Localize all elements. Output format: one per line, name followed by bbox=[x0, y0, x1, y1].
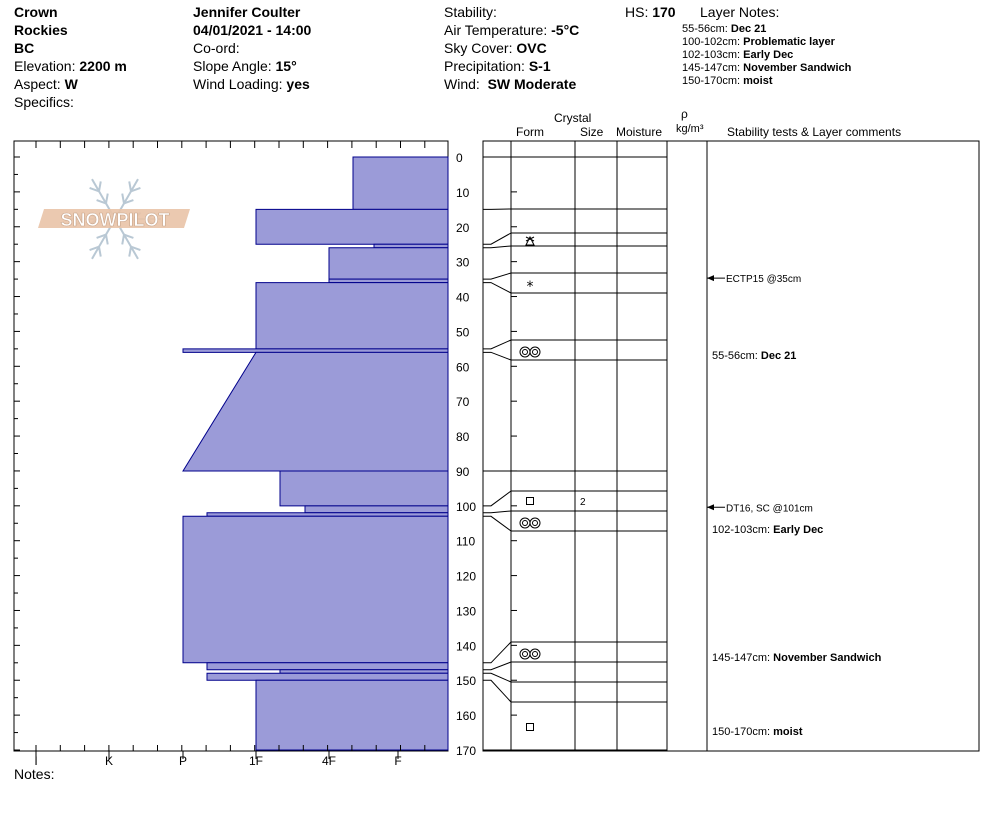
snowflake-branch bbox=[129, 247, 131, 257]
depth-connector bbox=[483, 283, 511, 293]
melt-form-ring-inner bbox=[523, 521, 528, 526]
melt-form-ring-inner bbox=[523, 350, 528, 355]
stability-test-label: ECTP15 @35cm bbox=[726, 274, 802, 286]
snowpilot-logo bbox=[38, 179, 190, 259]
layer-comment bbox=[712, 350, 796, 362]
precipitation-value: S-1 bbox=[528, 58, 551, 74]
melt-form-ring bbox=[530, 649, 540, 659]
hardness-layer bbox=[280, 670, 448, 673]
depth-connector bbox=[483, 273, 511, 279]
hardness-layer bbox=[183, 349, 448, 352]
hardness-tick-label: 4F bbox=[321, 754, 337, 768]
depth-connector bbox=[483, 680, 511, 702]
melt-form-ring bbox=[530, 347, 540, 357]
comments-header: Stability tests & Layer comments bbox=[727, 125, 902, 139]
layer-notes-title: Layer Notes: bbox=[700, 4, 780, 20]
depth-connector bbox=[483, 642, 511, 663]
snowflake-branch bbox=[106, 235, 108, 245]
layer-note-text: Problematic layer bbox=[743, 36, 835, 48]
layer-note-range: 55-56cm: bbox=[682, 23, 731, 35]
layer-note-range: 102-103cm: bbox=[682, 49, 744, 61]
stability-label: Stability: bbox=[444, 4, 497, 20]
hardness-layer bbox=[183, 516, 448, 663]
slope-angle: Slope Angle: 15° bbox=[193, 58, 297, 74]
air-temperature-value: -5°C bbox=[551, 22, 580, 38]
depth-tick-label: 60 bbox=[456, 360, 470, 375]
hardness-tick-label: 1F bbox=[248, 754, 264, 768]
layer-note-text: moist bbox=[743, 75, 773, 87]
melt-forms-icon bbox=[520, 347, 540, 357]
depth-tick-label: 0 bbox=[456, 151, 463, 165]
observer-name: Jennifer Coulter bbox=[193, 4, 301, 20]
wind: Wind: SW Moderate bbox=[444, 76, 577, 92]
test-arrow-head bbox=[707, 504, 714, 510]
layer-comment-range: 55-56cm: bbox=[712, 350, 761, 362]
hardness-layer bbox=[207, 663, 448, 670]
depth-connector bbox=[483, 491, 511, 506]
depth-tick-label: 120 bbox=[456, 569, 477, 584]
layer-note-range: 145-147cm: bbox=[682, 62, 744, 74]
depth-tick-label: 30 bbox=[456, 255, 470, 270]
size-header: Size bbox=[580, 125, 604, 139]
hardness-layer bbox=[353, 157, 448, 209]
layer-comment-note: Dec 21 bbox=[760, 350, 797, 362]
depth-connector bbox=[483, 233, 511, 244]
rho-header: ρ bbox=[681, 107, 688, 121]
layer-note-range: 150-170cm: bbox=[682, 75, 744, 87]
layer-note-text: Early Dec bbox=[743, 49, 794, 61]
hardness-layer bbox=[183, 352, 448, 471]
layer-comment bbox=[712, 524, 823, 536]
layer-note-text: Dec 21 bbox=[730, 23, 767, 35]
snowflake-branch bbox=[129, 181, 131, 191]
depth-tick-label: 10 bbox=[456, 185, 470, 200]
depth-tick-label: 140 bbox=[456, 639, 477, 654]
hardness-layer bbox=[256, 209, 448, 244]
crystal-size-label: 2 bbox=[580, 497, 586, 508]
melt-form-ring bbox=[520, 518, 530, 528]
slope-angle-value: 15° bbox=[275, 58, 297, 74]
location-line-2: Rockies bbox=[14, 22, 68, 38]
depth-tick-label: 20 bbox=[456, 220, 470, 235]
hardness-layer bbox=[256, 680, 448, 750]
melt-form-ring bbox=[520, 347, 530, 357]
hardness-layer bbox=[374, 244, 448, 247]
wind-loading-value: yes bbox=[286, 76, 310, 92]
depth-tick-label: 40 bbox=[456, 290, 470, 305]
aspect: Aspect: W bbox=[14, 76, 78, 92]
stability-test-label: DT16, SC @101cm bbox=[726, 503, 813, 515]
depth-connector bbox=[483, 511, 511, 513]
depth-tick-label: 50 bbox=[456, 325, 470, 340]
density-unit-header: kg/m³ bbox=[676, 123, 704, 135]
hardness-tick-label: P bbox=[178, 754, 188, 768]
aspect-value: W bbox=[64, 76, 78, 92]
depth-tick-label: 80 bbox=[456, 430, 470, 445]
snowflake-branch bbox=[99, 247, 101, 257]
melt-forms-icon bbox=[520, 518, 540, 528]
form-header: Form bbox=[516, 125, 544, 139]
observation-datetime: 04/01/2021 - 14:00 bbox=[193, 22, 312, 38]
melt-form-ring bbox=[530, 518, 540, 528]
faceted-crystals-icon bbox=[527, 724, 534, 731]
layer-comment bbox=[712, 726, 803, 738]
hs-value: 170 bbox=[652, 4, 676, 20]
layer-comment-note: Early Dec bbox=[773, 524, 824, 536]
hardness-layer bbox=[329, 279, 448, 282]
test-arrow-head bbox=[707, 275, 714, 281]
hardness-layer bbox=[280, 471, 448, 506]
wind-value: SW Moderate bbox=[487, 76, 577, 92]
depth-connector bbox=[483, 340, 511, 349]
depth-connector bbox=[483, 246, 511, 248]
hardness-layer bbox=[305, 506, 448, 513]
depth-tick-label: 90 bbox=[456, 464, 470, 479]
melt-form-ring-inner bbox=[533, 652, 538, 657]
depth-tick-label: 170 bbox=[456, 744, 477, 758]
sky-cover-value: OVC bbox=[516, 40, 547, 56]
snowflake-branch bbox=[122, 194, 124, 204]
crystal-header: Crystal bbox=[554, 111, 592, 125]
elevation-value: 2200 m bbox=[79, 58, 127, 74]
logo-text: SNOWPILOT bbox=[60, 210, 170, 230]
layer-note-range: 100-102cm: bbox=[682, 36, 744, 48]
hardness-layer bbox=[256, 283, 448, 349]
layer-comment-range: 150-170cm: bbox=[712, 726, 774, 738]
hardness-tick-label: K bbox=[104, 754, 114, 768]
melt-form-ring-inner bbox=[533, 350, 538, 355]
location-line-3: BC bbox=[14, 40, 35, 56]
depth-connector bbox=[483, 516, 511, 531]
depth-tick-label: 150 bbox=[456, 674, 477, 689]
layer-comment-range: 102-103cm: bbox=[712, 524, 774, 536]
precipitation-particles-icon: * bbox=[526, 279, 534, 295]
sky-cover: Sky Cover: OVC bbox=[444, 40, 547, 56]
faceted-crystals-icon bbox=[527, 498, 534, 505]
melt-form-ring-inner bbox=[523, 652, 528, 657]
hs: HS: 170 bbox=[625, 4, 676, 20]
elevation: Elevation: 2200 m bbox=[14, 58, 127, 74]
hardness-layer bbox=[207, 673, 448, 680]
layer-comment bbox=[712, 652, 882, 664]
depth-tick-label: 70 bbox=[456, 395, 470, 410]
depth-connector bbox=[483, 352, 511, 360]
layer-comment-range: 145-147cm: bbox=[712, 652, 774, 664]
layer-comment-note: moist bbox=[773, 726, 803, 738]
coord-label: Co-ord: bbox=[193, 40, 240, 56]
layer-comment-note: November Sandwich bbox=[773, 652, 882, 664]
depth-tick-label: 130 bbox=[456, 604, 477, 619]
decomposing-fragments-icon bbox=[526, 237, 534, 245]
melt-form-ring-inner bbox=[533, 521, 538, 526]
hardness-tick-label: I bbox=[34, 754, 38, 768]
snowflake-branch bbox=[106, 194, 108, 204]
melt-forms-icon bbox=[520, 649, 540, 659]
hardness-tick-label: F bbox=[394, 754, 402, 768]
air-temperature: Air Temperature: -5°C bbox=[444, 22, 580, 38]
specifics-label: Specifics: bbox=[14, 94, 74, 110]
hardness-layer bbox=[207, 513, 448, 516]
wind-loading: Wind Loading: yes bbox=[193, 76, 310, 92]
layer-note-text: November Sandwich bbox=[743, 62, 852, 74]
notes-label: Notes: bbox=[14, 766, 55, 782]
location-line-1: Crown bbox=[14, 4, 58, 20]
depth-tick-label: 100 bbox=[456, 499, 477, 514]
hardness-layer bbox=[329, 248, 448, 279]
moisture-header: Moisture bbox=[616, 125, 663, 139]
depth-tick-label: 160 bbox=[456, 709, 477, 724]
depth-tick-label: 110 bbox=[456, 534, 476, 549]
melt-form-ring bbox=[520, 649, 530, 659]
precipitation: Precipitation: S-1 bbox=[444, 58, 551, 74]
snowflake-branch bbox=[122, 235, 124, 245]
snowflake-branch bbox=[99, 181, 101, 191]
